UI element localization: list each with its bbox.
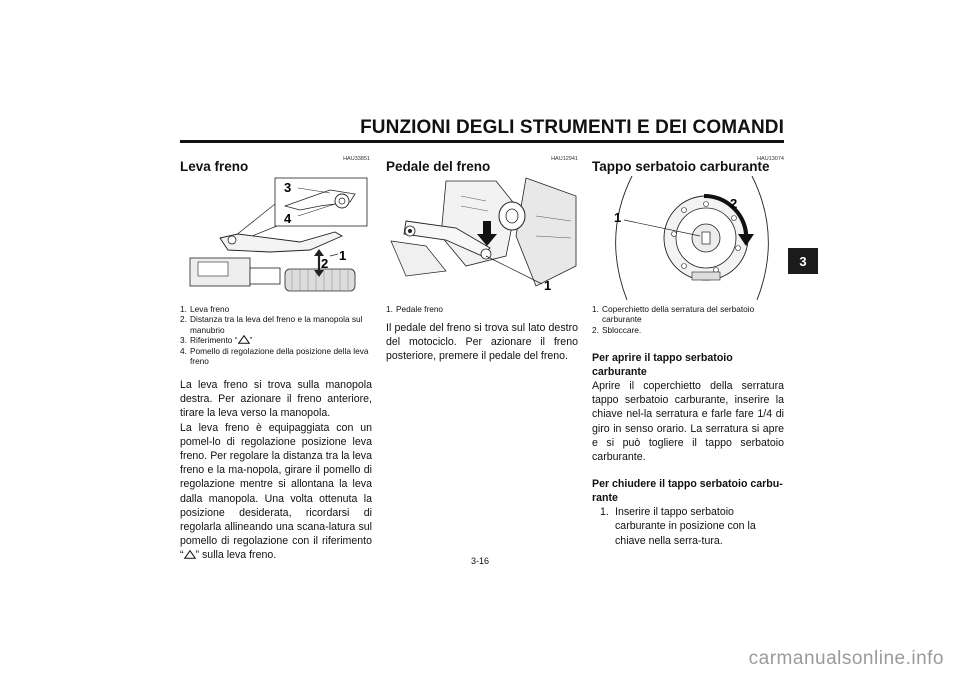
fuel-cap-text — [592, 351, 784, 548]
figure-caption — [180, 304, 370, 366]
figure-label: 2 — [730, 196, 738, 211]
caption-item: 2. Sbloccare. — [592, 324, 642, 335]
watermark: carmanualsonline.info — [748, 648, 944, 669]
figure-label: 1 — [339, 248, 347, 263]
figure-caption — [386, 304, 578, 314]
triangle-mark-icon — [238, 335, 250, 344]
caption-item: 2. Distanza tra la leva del freno e la manopola sul manubrio — [180, 314, 363, 335]
figure-caption — [592, 304, 784, 335]
brake-pedal-text — [386, 321, 578, 364]
section-code: HAU12941 — [551, 156, 578, 162]
page-header-title: FUNZIONI DEGLI STRUMENTI E DEI COMANDI — [360, 117, 784, 138]
paragraph: La leva freno si trova sulla manopola destra. Per azionare il freno anteriore, tirare la leva verso la manopola. — [180, 379, 372, 420]
section-tab: 3 — [788, 248, 818, 274]
paragraph: Aprire il coperchietto della serratura tappo serbatoio carburante, inserire la chiave nel-la serratura e farle fare 1/4 di giro in senso orario. La serratura si apre e si può togliere il tappo serbatoio carburante. — [592, 380, 784, 464]
figure-label: 2 — [321, 256, 329, 271]
figure-label: 1 — [614, 210, 622, 225]
section-code: HAU13074 — [757, 156, 784, 162]
brake-lever-figure — [180, 176, 370, 300]
section-title-brake-lever: Leva freno — [180, 159, 249, 174]
page-number: 3-16 — [470, 556, 489, 566]
figure-label: 1 — [544, 278, 552, 293]
caption-item: 1. Pedale freno — [386, 304, 444, 314]
caption-item: 4. Pomello di regolazione della posizione della leva freno — [180, 345, 369, 367]
subheading-close: Per chiudere il tappo serbatoio carbu-rante — [592, 478, 783, 505]
subheading-open: Per aprire il tappo serbatoio carburante — [592, 352, 733, 378]
brake-lever-text — [180, 378, 372, 563]
figure-label: 3 — [284, 180, 292, 195]
section-title-brake-pedal: Pedale del freno — [386, 159, 491, 174]
paragraph: Il pedale del freno si trova sul lato destro del motociclo. Per azionare il freno posteriore, premere il pedale del freno. — [386, 322, 578, 363]
caption-item: 3. Riferimento “ ” — [180, 335, 253, 346]
step-item: 1. Inserire il tappo serbatoio carburante in posizione con la chiave nella serra-tura. — [600, 506, 756, 547]
paragraph: La leva freno è equipaggiata con un pomel-lo di regolazione posizione leva freno. Per regolare la distanza tra la leva freno e la ma-nopola, girare il pomello di regolazione mentre si allontana la leva dalla manopola. Una volta ottenuta la posizione desiderata, ricordarsi di regolarla allineando una scana-latura sul pomello di regolazione con il riferimento “ ” sulla leva freno. — [180, 421, 372, 562]
brake-pedal-figure — [386, 176, 578, 300]
figure-label: 4 — [284, 211, 292, 226]
caption-item: 1. Leva freno — [180, 304, 230, 314]
caption-item: 1. Coperchietto della serratura del serbatoio carburante — [592, 304, 755, 325]
section-code: HAU33851 — [343, 156, 370, 162]
fuel-cap-figure — [592, 176, 784, 300]
section-title-fuel-cap: Tappo serbatoio carburante — [592, 159, 770, 174]
header-rule — [180, 140, 784, 143]
